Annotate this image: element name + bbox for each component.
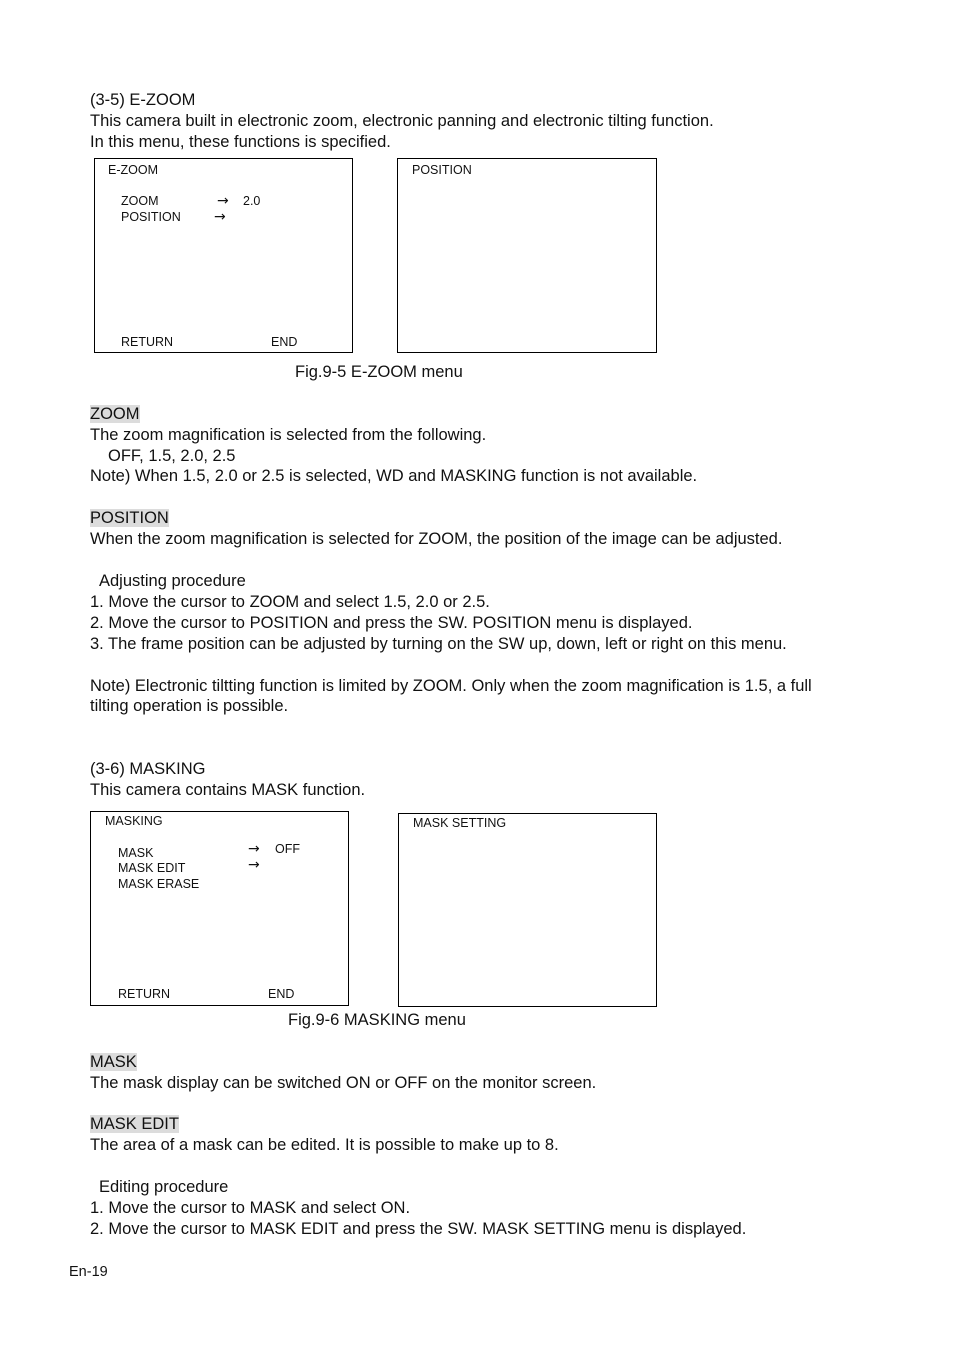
tilt-note-line-1: Note) Electronic tiltting function is limited by ZOOM. Only when the zoom magnification is 1.5, a full xyxy=(90,677,812,695)
tilt-note-line-2: tilting operation is possible. xyxy=(90,697,289,715)
ezoom-menu-return: RETURN xyxy=(121,335,174,349)
masking-menu-mask-label: MASK xyxy=(118,846,154,860)
edit-step-2: 2. Move the cursor to MASK EDIT and press the SW. MASK SETTING menu is displayed. xyxy=(90,1220,747,1238)
position-subheading: POSITION xyxy=(90,509,169,527)
adjust-step-1: 1. Move the cursor to ZOOM and select 1.5, 2.0 or 2.5. xyxy=(90,593,490,611)
section-heading-masking: (3-6) MASKING xyxy=(90,760,206,778)
page-number: En-19 xyxy=(69,1264,108,1280)
ezoom-menu-position-label: POSITION xyxy=(121,210,181,224)
adjust-step-3: 3. The frame position can be adjusted by turning on the SW up, down, left or right on this menu. xyxy=(90,635,787,653)
masking-menu-screen xyxy=(90,811,349,1006)
ezoom-menu-screen xyxy=(94,158,353,353)
arrow-right-icon: → xyxy=(248,841,260,857)
section-heading-ezoom: (3-5) E-ZOOM xyxy=(90,91,196,109)
arrow-right-icon: → xyxy=(217,193,229,209)
mask-edit-description: The area of a mask can be edited. It is possible to make up to 8. xyxy=(90,1136,559,1154)
adjusting-procedure-title: Adjusting procedure xyxy=(99,572,246,590)
masking-menu-mask-value: OFF xyxy=(275,842,300,856)
ezoom-menu-zoom-value: 2.0 xyxy=(243,194,261,208)
ezoom-menu-end: END xyxy=(271,335,298,349)
figure-caption-masking: Fig.9-6 MASKING menu xyxy=(288,1011,466,1029)
position-menu-screen xyxy=(397,158,657,353)
adjust-step-2: 2. Move the cursor to POSITION and press the SW. POSITION menu is displayed. xyxy=(90,614,693,632)
figure-caption-ezoom: Fig.9-5 E-ZOOM menu xyxy=(295,363,463,381)
masking-intro: This camera contains MASK function. xyxy=(90,781,366,799)
zoom-description: The zoom magnification is selected from the following. xyxy=(90,426,487,444)
ezoom-menu-title: E-ZOOM xyxy=(108,163,158,177)
mask-setting-screen xyxy=(398,813,657,1007)
ezoom-intro-line-1: This camera built in electronic zoom, electronic panning and electronic tilting function. xyxy=(90,112,714,130)
arrow-right-icon: → xyxy=(248,857,260,873)
edit-step-1: 1. Move the cursor to MASK and select ON. xyxy=(90,1199,411,1217)
zoom-note: Note) When 1.5, 2.0 or 2.5 is selected, WD and MASKING function is not available. xyxy=(90,467,698,485)
editing-procedure-title: Editing procedure xyxy=(99,1178,229,1196)
arrow-right-icon: → xyxy=(214,209,226,225)
position-description: When the zoom magnification is selected for ZOOM, the position of the image can be adjusted. xyxy=(90,530,783,548)
masking-menu-mask-erase-label: MASK ERASE xyxy=(118,877,200,891)
ezoom-intro-line-2: In this menu, these functions is specified. xyxy=(90,133,391,151)
masking-menu-end: END xyxy=(268,987,295,1001)
masking-menu-mask-edit-label: MASK EDIT xyxy=(118,861,186,875)
ezoom-menu-zoom-label: ZOOM xyxy=(121,194,159,208)
mask-description: The mask display can be switched ON or OFF on the monitor screen. xyxy=(90,1074,597,1092)
position-menu-title: POSITION xyxy=(412,163,472,177)
mask-setting-title: MASK SETTING xyxy=(413,816,507,830)
masking-menu-return: RETURN xyxy=(118,987,171,1001)
zoom-options: OFF, 1.5, 2.0, 2.5 xyxy=(108,447,236,465)
mask-edit-subheading: MASK EDIT xyxy=(90,1115,179,1133)
mask-subheading: MASK xyxy=(90,1053,137,1071)
zoom-subheading: ZOOM xyxy=(90,405,140,423)
masking-menu-title: MASKING xyxy=(105,814,163,828)
